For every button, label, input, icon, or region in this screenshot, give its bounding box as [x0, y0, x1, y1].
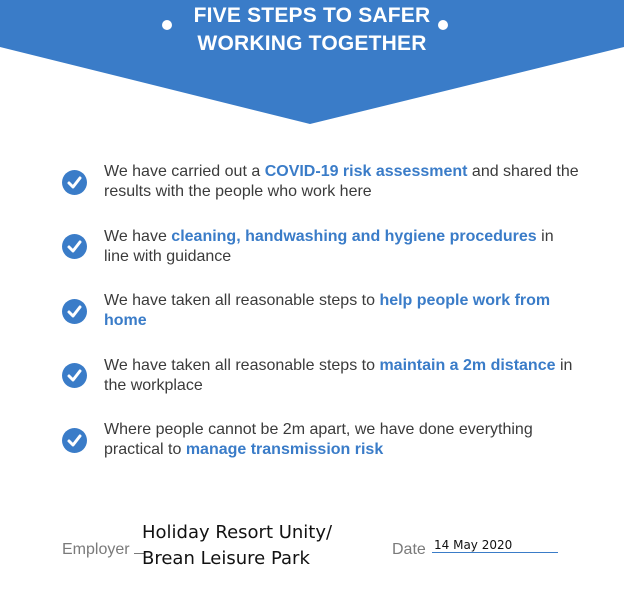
date-label: Date — [392, 541, 426, 558]
step-text — [104, 356, 582, 396]
step-text-part: in the workplace — [104, 356, 573, 394]
title-line-2: WORKING TOGETHER — [197, 32, 427, 55]
step-text-part: We have — [104, 227, 172, 245]
check-circle-icon — [62, 363, 87, 388]
step-highlight: cleaning, handwashing and hygiene procedures — [171, 227, 537, 245]
check-circle-icon — [62, 234, 87, 259]
step-text-part: in line with guidance — [104, 227, 554, 265]
steps-list — [62, 162, 582, 485]
step-item — [62, 162, 582, 202]
employer-value — [142, 520, 332, 572]
step-text-part: We have carried out a — [104, 163, 265, 180]
step-text-part: Where people cannot be 2m apart, we have done everything practical to — [104, 421, 533, 458]
header-banner — [0, 0, 624, 126]
page-title — [0, 0, 624, 58]
step-text — [104, 227, 582, 267]
check-circle-icon — [62, 170, 87, 195]
step-item — [62, 420, 582, 460]
step-highlight: maintain a 2m distance — [379, 356, 556, 374]
step-highlight: COVID-19 risk assessment — [264, 163, 468, 180]
employer-label: Employer — [62, 541, 130, 558]
title-line-1: FIVE STEPS TO SAFER — [193, 4, 431, 27]
step-item — [62, 291, 582, 331]
step-highlight: manage transmission risk — [185, 441, 384, 458]
employer-line-1: Holiday Resort Unity/ — [142, 522, 333, 543]
step-text — [104, 420, 582, 460]
step-text — [104, 162, 582, 202]
check-circle-icon — [62, 428, 87, 453]
step-item — [62, 227, 582, 267]
step-text-part: and shared the results with the people who work here — [104, 163, 579, 200]
step-text-part: We have taken all reasonable steps to — [104, 292, 380, 309]
check-circle-icon — [62, 299, 87, 324]
date-value: 14 May 2020 — [434, 538, 513, 552]
date-underline — [432, 552, 558, 553]
step-text-part: We have taken all reasonable steps to — [104, 356, 380, 374]
step-text — [104, 291, 582, 331]
step-highlight: help people work from home — [104, 292, 551, 329]
employer-line-2: Brean Leisure Park — [142, 548, 310, 569]
step-item — [62, 356, 582, 396]
